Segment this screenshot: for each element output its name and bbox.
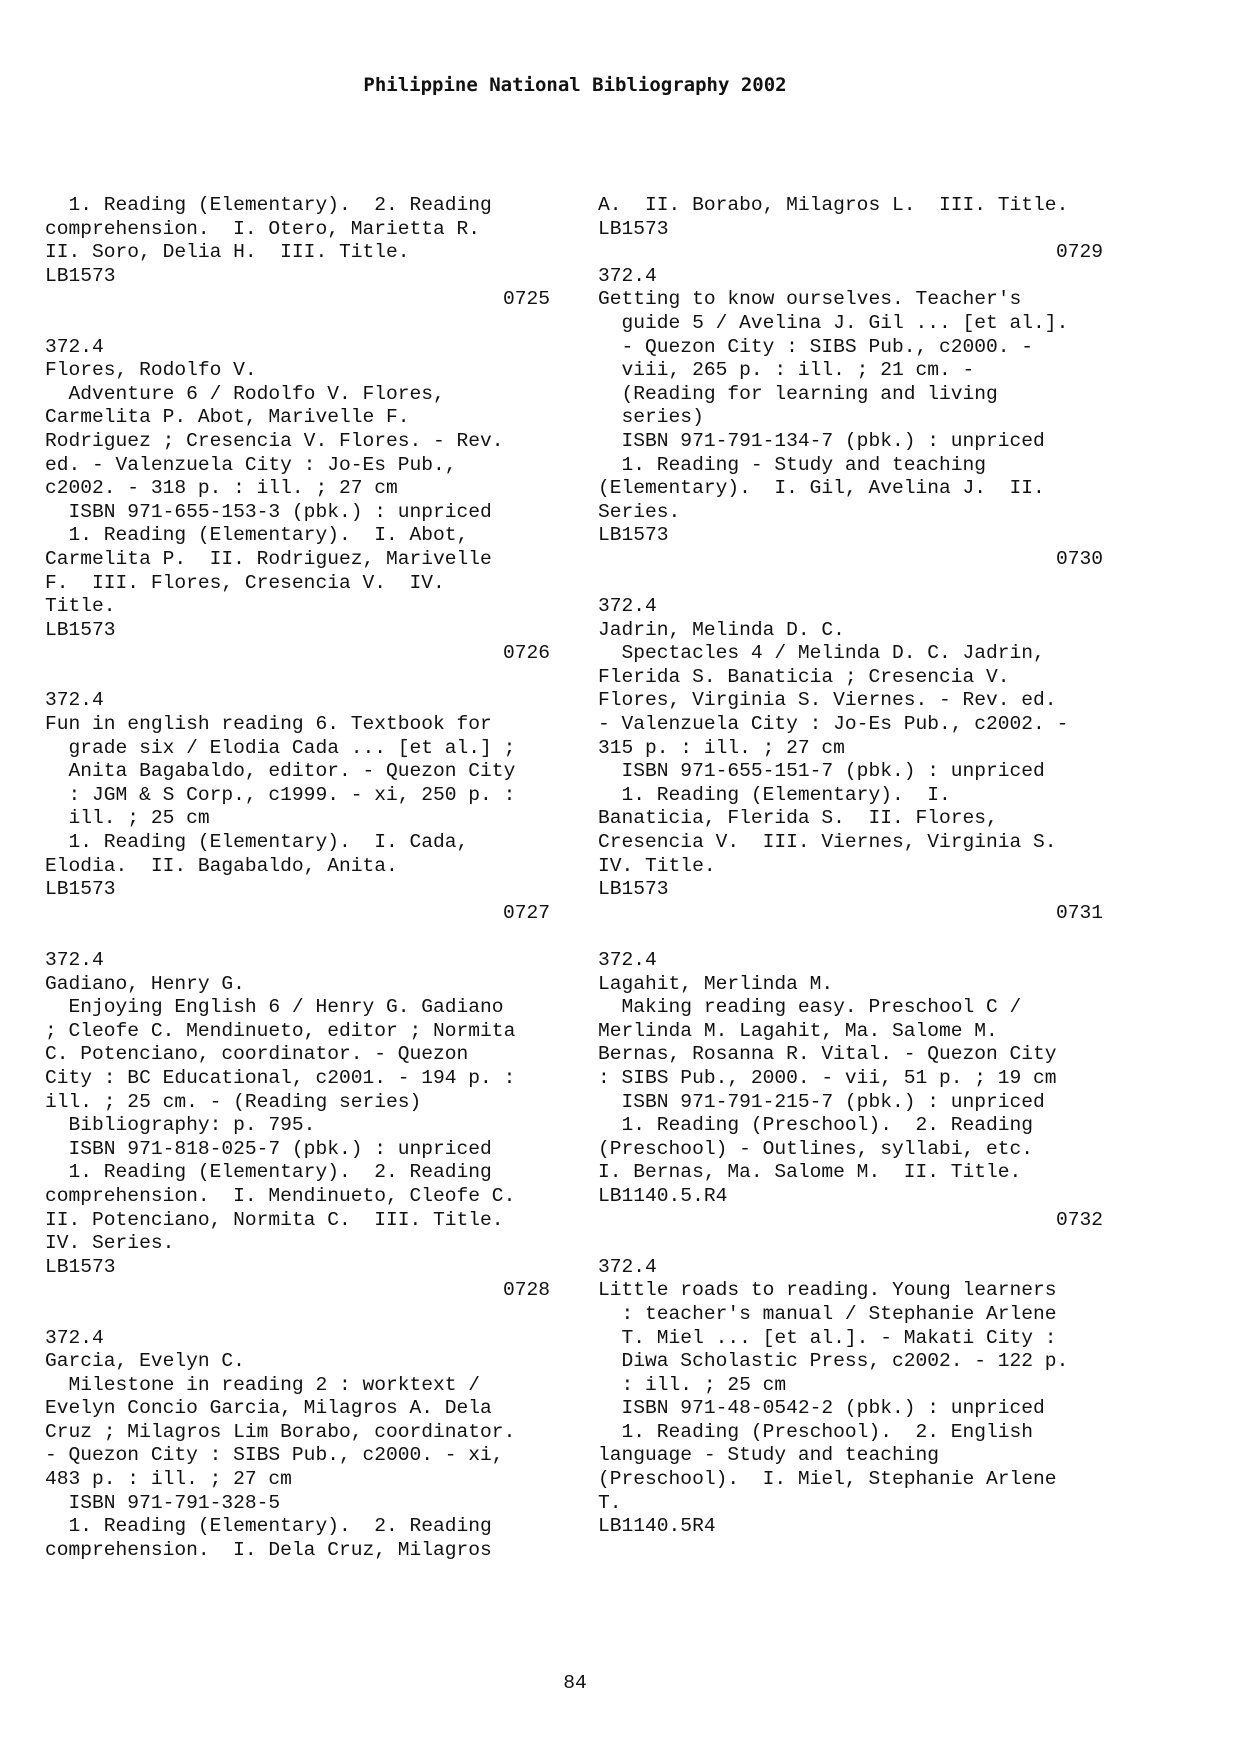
entry-line: Enjoying English 6 / Henry G. Gadiano: [45, 996, 504, 1019]
entry-line: c2002. - 318 p. : ill. ; 27 cm: [45, 477, 398, 500]
entry-line: Flores, Virginia S. Viernes. - Rev. ed.: [598, 689, 1057, 712]
entry-line: ISBN 971-655-153-3 (pbk.) : unpriced: [45, 500, 492, 523]
entry-line: 1. Reading (Elementary). I.: [598, 783, 951, 806]
entry-line: LB1573: [45, 1255, 116, 1278]
entry-line: : teacher's manual / Stephanie Arlene: [598, 1302, 1057, 1325]
entry-line: comprehension. I. Mendinueto, Cleofe C.: [45, 1184, 516, 1207]
entry-line: Bibliography: p. 795.: [45, 1114, 316, 1137]
entry-line: Gadiano, Henry G.: [45, 972, 245, 995]
entry-line: ed. - Valenzuela City : Jo-Es Pub.,: [45, 453, 457, 476]
entry-line: (Elementary). I. Gil, Avelina J. II.: [598, 477, 1045, 500]
entry-line: LB1573: [598, 217, 669, 240]
entry-line: - Valenzuela City : Jo-Es Pub., c2002. -: [598, 713, 1069, 736]
entry-number: 0731: [1055, 901, 1103, 924]
entry-line: ill. ; 25 cm. - (Reading series): [45, 1090, 422, 1113]
entry-line: Spectacles 4 / Melinda D. C. Jadrin,: [598, 642, 1045, 665]
entry-line: Flerida S. Banaticia ; Cresencia V.: [598, 665, 1010, 688]
entry-line: 372.4: [598, 1255, 657, 1278]
entry-line: series): [598, 406, 704, 429]
page-number: 84: [563, 1672, 587, 1694]
blank-line: [45, 1303, 550, 1327]
entry-line: 1. Reading (Elementary). I. Cada,: [45, 831, 469, 854]
entry-line: Adventure 6 / Rodolfo V. Flores,: [45, 382, 445, 405]
entry-line: ; Cleofe C. Mendinueto, editor ; Normita: [45, 1019, 516, 1042]
entry-line: Garcia, Evelyn C.: [45, 1350, 245, 1373]
entry-line: 372.4: [598, 595, 657, 618]
entry-line: 372.4: [45, 1326, 104, 1349]
entry-line: : JGM & S Corp., c1999. - xi, 250 p. :: [45, 783, 516, 806]
entry-line: (Preschool). I. Miel, Stephanie Arlene: [598, 1468, 1057, 1491]
entry-line: ISBN 971-48-0542-2 (pbk.) : unpriced: [598, 1397, 1045, 1420]
entry-line: ISBN 971-791-215-7 (pbk.) : unpriced: [598, 1090, 1045, 1113]
entry-line: 1. Reading (Elementary). 2. Reading: [45, 1515, 492, 1538]
entry-line: Rodriguez ; Cresencia V. Flores. - Rev.: [45, 429, 504, 452]
entry-number: 0729: [1055, 241, 1103, 264]
entry-line: 372.4: [45, 949, 104, 971]
entry-line: 483 p. : ill. ; 27 cm: [45, 1468, 292, 1491]
entry-line: 372.4: [598, 264, 657, 287]
entry-line: IV. Series.: [45, 1232, 175, 1255]
entry-line: LB1573: [598, 524, 669, 547]
entry-line: Diwa Scholastic Press, c2002. - 122 p.: [598, 1350, 1069, 1373]
entry-line: Lagahit, Merlinda M.: [598, 972, 834, 995]
entry-number: 0726: [502, 642, 550, 665]
entry-line: IV. Title.: [598, 854, 716, 877]
entry-number: 0727: [502, 901, 550, 924]
entry-line: Cruz ; Milagros Lim Borabo, coordinator.: [45, 1420, 516, 1443]
entry-line: comprehension. I. Otero, Marietta R.: [45, 217, 481, 240]
page-title: Philippine National Bibliography 2002: [363, 74, 787, 96]
entry-line: LB1573: [598, 878, 669, 901]
entry-line: Carmelita P. II. Rodriguez, Marivelle: [45, 547, 492, 570]
entry-line: 1. Reading - Study and teaching: [598, 453, 987, 476]
entry-line: T. Miel ... [et al.]. - Makati City :: [598, 1326, 1057, 1349]
entry-line: Getting to know ourselves. Teacher's: [598, 288, 1022, 311]
entry-number: 0728: [502, 1279, 550, 1302]
entry-line: 1. Reading (Preschool). 2. Reading: [598, 1114, 1034, 1137]
entry-line: LB1573: [45, 878, 116, 901]
entry-line: ISBN 971-791-328-5: [45, 1491, 281, 1514]
entry-line: Fun in english reading 6. Textbook for: [45, 713, 492, 736]
blank-line: [45, 925, 550, 949]
entry-line: Merlinda M. Lagahit, Ma. Salome M.: [598, 1019, 998, 1042]
entry-line: Banaticia, Flerida S. II. Flores,: [598, 807, 998, 830]
entry-line: II. Soro, Delia H. III. Title.: [45, 241, 410, 264]
entry-line: II. Potenciano, Normita C. III. Title.: [45, 1208, 504, 1231]
entry-line: viii, 265 p. : ill. ; 21 cm. -: [598, 359, 975, 382]
entry-line: LB1140.5R4: [598, 1515, 716, 1538]
entry-number: 0725: [502, 288, 550, 311]
entry-line: - Quezon City : SIBS Pub., c2000. -: [598, 335, 1034, 358]
entry-line: : SIBS Pub., 2000. - vii, 51 p. ; 19 cm: [598, 1066, 1057, 1089]
entry-line: C. Potenciano, coordinator. - Quezon: [45, 1043, 469, 1066]
entry-line: 372.4: [45, 689, 104, 712]
entry-line: Making reading easy. Preschool C /: [598, 996, 1022, 1019]
entry-line: F. III. Flores, Cresencia V. IV.: [45, 571, 445, 594]
right-column: [598, 194, 1103, 1539]
entry-line: Jadrin, Melinda D. C.: [598, 618, 845, 641]
entry-line: City : BC Educational, c2001. - 194 p. :: [45, 1066, 516, 1089]
entry-line: Anita Bagabaldo, editor. - Quezon City: [45, 760, 516, 783]
entry-line: guide 5 / Avelina J. Gil ... [et al.].: [598, 311, 1069, 334]
entry-line: (Reading for learning and living: [598, 382, 998, 405]
entry-line: grade six / Elodia Cada ... [et al.] ;: [45, 736, 516, 759]
entry-line: 1. Reading (Elementary). 2. Reading: [45, 194, 492, 216]
entry-line: LB1573: [45, 618, 116, 641]
entry-line: 372.4: [598, 949, 657, 971]
blank-line: [45, 312, 550, 336]
entry-number: 0732: [1055, 1208, 1103, 1231]
blank-line: [598, 925, 1103, 949]
entry-line: ill. ; 25 cm: [45, 807, 210, 830]
entry-line: Series.: [598, 500, 681, 523]
entry-line: Milestone in reading 2 : worktext /: [45, 1373, 481, 1396]
entry-line: - Quezon City : SIBS Pub., c2000. - xi,: [45, 1444, 504, 1467]
entry-line: Flores, Rodolfo V.: [45, 359, 257, 382]
entry-line: language - Study and teaching: [598, 1444, 939, 1467]
entry-number: 0730: [1055, 547, 1103, 570]
entry-line: ISBN 971-818-025-7 (pbk.) : unpriced: [45, 1137, 492, 1160]
entry-line: 372.4: [45, 335, 104, 358]
blank-line: [45, 666, 550, 690]
entry-line: LB1140.5.R4: [598, 1184, 728, 1207]
entry-line: T.: [598, 1491, 622, 1514]
entry-line: comprehension. I. Dela Cruz, Milagros: [45, 1538, 492, 1561]
entry-line: Cresencia V. III. Viernes, Virginia S.: [598, 831, 1057, 854]
entry-line: I. Bernas, Ma. Salome M. II. Title.: [598, 1161, 1022, 1184]
entry-line: ISBN 971-791-134-7 (pbk.) : unpriced: [598, 429, 1045, 452]
entry-line: (Preschool) - Outlines, syllabi, etc.: [598, 1137, 1034, 1160]
entry-line: A. II. Borabo, Milagros L. III. Title.: [598, 194, 1069, 216]
entry-line: Title.: [45, 595, 116, 618]
left-column: [45, 194, 550, 1562]
entry-line: 1. Reading (Elementary). 2. Reading: [45, 1161, 492, 1184]
blank-line: [598, 572, 1103, 596]
entry-line: 1. Reading (Preschool). 2. English: [598, 1420, 1034, 1443]
entry-line: 1. Reading (Elementary). I. Abot,: [45, 524, 469, 547]
blank-line: [598, 1232, 1103, 1256]
entry-line: Bernas, Rosanna R. Vital. - Quezon City: [598, 1043, 1057, 1066]
entry-line: Carmelita P. Abot, Marivelle F.: [45, 406, 410, 429]
entry-line: : ill. ; 25 cm: [598, 1373, 787, 1396]
entry-line: ISBN 971-655-151-7 (pbk.) : unpriced: [598, 760, 1045, 783]
entry-line: 315 p. : ill. ; 27 cm: [598, 736, 845, 759]
entry-line: Evelyn Concio Garcia, Milagros A. Dela: [45, 1397, 492, 1420]
entry-line: Elodia. II. Bagabaldo, Anita.: [45, 854, 398, 877]
entry-line: Little roads to reading. Young learners: [598, 1279, 1057, 1302]
entry-line: LB1573: [45, 264, 116, 287]
